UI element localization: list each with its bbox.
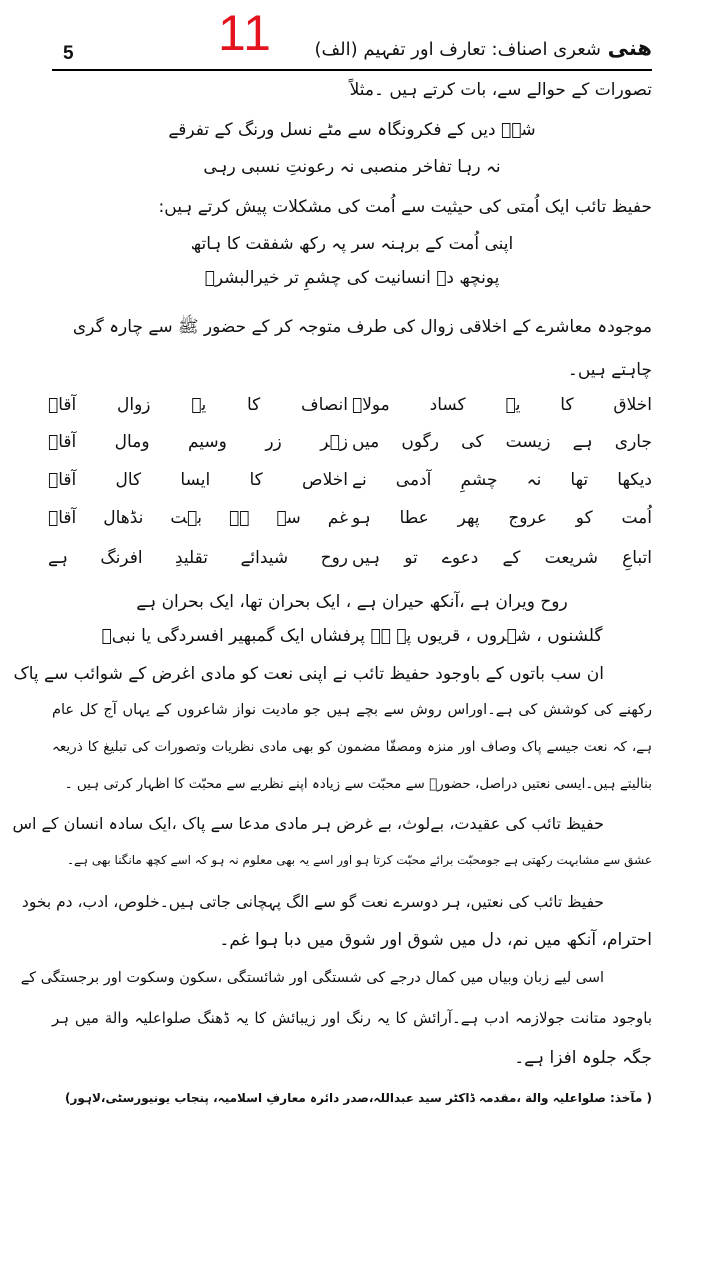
source-citation: ( مآخذ: صلواعلیہ والة ،مقدمہ ڈاکٹر سید عبداللہ،صدر دائرہ معارفِ اسلامیہ، پنجاب یونیورسٹی،لاہور) xyxy=(65,1091,652,1105)
paragraph-line: باوجود متانت جولازمہ ادب ہے۔آرائش کا یہ رنگ اور زیبائش کا یہ ڈھنگ صلواعلیہ والة میں ہر xyxy=(52,1009,652,1027)
paragraph-line: اسی لیے زبان وبیاں میں کمال درجے کی شستگی اور شائستگی ،سکون وسکوت اور برجستگی کے xyxy=(20,970,604,986)
paragraph-line: بنالیتے ہیں۔ایسی نعتیں دراصل، حضورؐ سے محبّت سے زیادہ اپنے نظریے سے محبّت کا اظہار کرتی ہیں ۔ xyxy=(64,776,652,792)
ghazal-line-right: جاری ہے زیست کی رگوں میں xyxy=(352,432,652,452)
paragraph-line: عشق سے مشابہت رکھتی ہے جومحبّت برائے محبّت کرتا ہو اور اسے یہ بھی معلوم نہ ہو کہ اسے کچھ مانگنا بھی ہے۔ xyxy=(66,853,652,867)
text-line: حفیظ تائب ایک اُمتی کی حیثیت سے اُمت کی مشکلات پیش کرتے ہیں: xyxy=(158,197,652,217)
paragraph-line: حفیظ تائب کی نعتیں، ہر دوسرے نعت گو سے الگ پہچانی جاتی ہیں۔خلوص، ادب، دم بخود xyxy=(21,893,604,911)
paragraph-line: ان سب باتوں کے باوجود حفیظ تائب نے اپنی نعت کو مادی اغرض کے شوائب سے پاک xyxy=(13,664,604,684)
verse-line: گلشنوں ، شہروں ، قریوں پہ ہے پرفشاں ایک گمبھیر افسردگی یا نبیؐ xyxy=(101,626,603,646)
ghazal-line-left: اخلاص کا ایسا کال آقاؐ xyxy=(48,470,348,490)
paragraph-line: احترام، آنکھ میں نم، دل میں شوق اور شوق میں دبا ہوا غم۔ xyxy=(219,930,652,950)
ghazal-line-right: اتباعِ شریعت کے دعوے تو ہیں xyxy=(352,548,652,568)
verse-line: شہؐ دیں کے فکرونگاہ سے مٹے نسل ورنگ کے تفرقے xyxy=(168,120,536,140)
sequence-number: 11 xyxy=(218,5,272,61)
paragraph-line: حفیظ تائب کی عقیدت، بےلوث، بے غرض ہر مادی مدعا سے پاک ،ایک سادہ انسان کے اس xyxy=(12,814,604,833)
running-header xyxy=(315,36,653,60)
header-rule xyxy=(52,69,652,71)
page-number: 5 xyxy=(63,43,74,64)
ghazal-line-left: انصاف کا یہ زوال آقاؐ xyxy=(48,395,348,415)
text-line: موجودہ معاشرے کے اخلاقی زوال کی طرف متوجہ کر کے حضور ﷺ سے چارہ گری xyxy=(72,317,652,337)
text-line: تصورات کے حوالے سے، بات کرتے ہیں ۔مثلاً xyxy=(349,80,652,100)
ghazal-line-left: زہر زر وسیم ومال آقاؐ xyxy=(48,432,348,452)
header-prefix: هنی xyxy=(607,36,652,60)
header-title: شعری اصناف: تعارف اور تفہیم (الف) xyxy=(314,39,601,60)
ghazal-line-right: اخلاق کا یہ کساد مولاؐ xyxy=(352,395,652,415)
ghazal-line-left: غم سے ہے بہت نڈھال آقاؐ xyxy=(48,508,348,528)
verse-line: پونچھ دے انسانیت کی چشمِ تر خیرالبشرؐ xyxy=(204,268,500,288)
ghazal-line-right: اُمت کو عروج پھر عطا ہو xyxy=(352,508,652,528)
paragraph-line: رکھنے کی کوشش کی ہے۔اوراس روش سے بچے ہیں جو مادیت نواز شاعروں کے یہاں آج کل عام xyxy=(52,702,652,718)
paragraph-line: ہے، کہ نعت جیسے پاک وصاف اور منزہ ومصفّا مضمون کو بھی مادی نظریات وتصورات کی تبلیغ کا ذریعہ xyxy=(52,739,652,755)
paragraph-line: جگہ جلوہ افزا ہے۔ xyxy=(514,1048,652,1068)
verse-line: نہ رہا تفاخر منصبی نہ رعونتِ نسبی رہی xyxy=(203,157,501,177)
text-line: چاہتے ہیں۔ xyxy=(567,360,652,380)
verse-line: اپنی اُمت کے برہنہ سر پہ رکھ شفقت کا ہاتھ xyxy=(190,234,514,254)
verse-line: روح ویران ہے ،آنکھ حیران ہے ، ایک بحران تھا، ایک بحران ہے xyxy=(136,592,568,612)
ghazal-line-left: روح شیدائے تقلیدِ افرنگ ہے xyxy=(48,548,348,568)
ghazal-line-right: دیکھا تھا نہ چشمِ آدمی نے xyxy=(352,470,652,490)
